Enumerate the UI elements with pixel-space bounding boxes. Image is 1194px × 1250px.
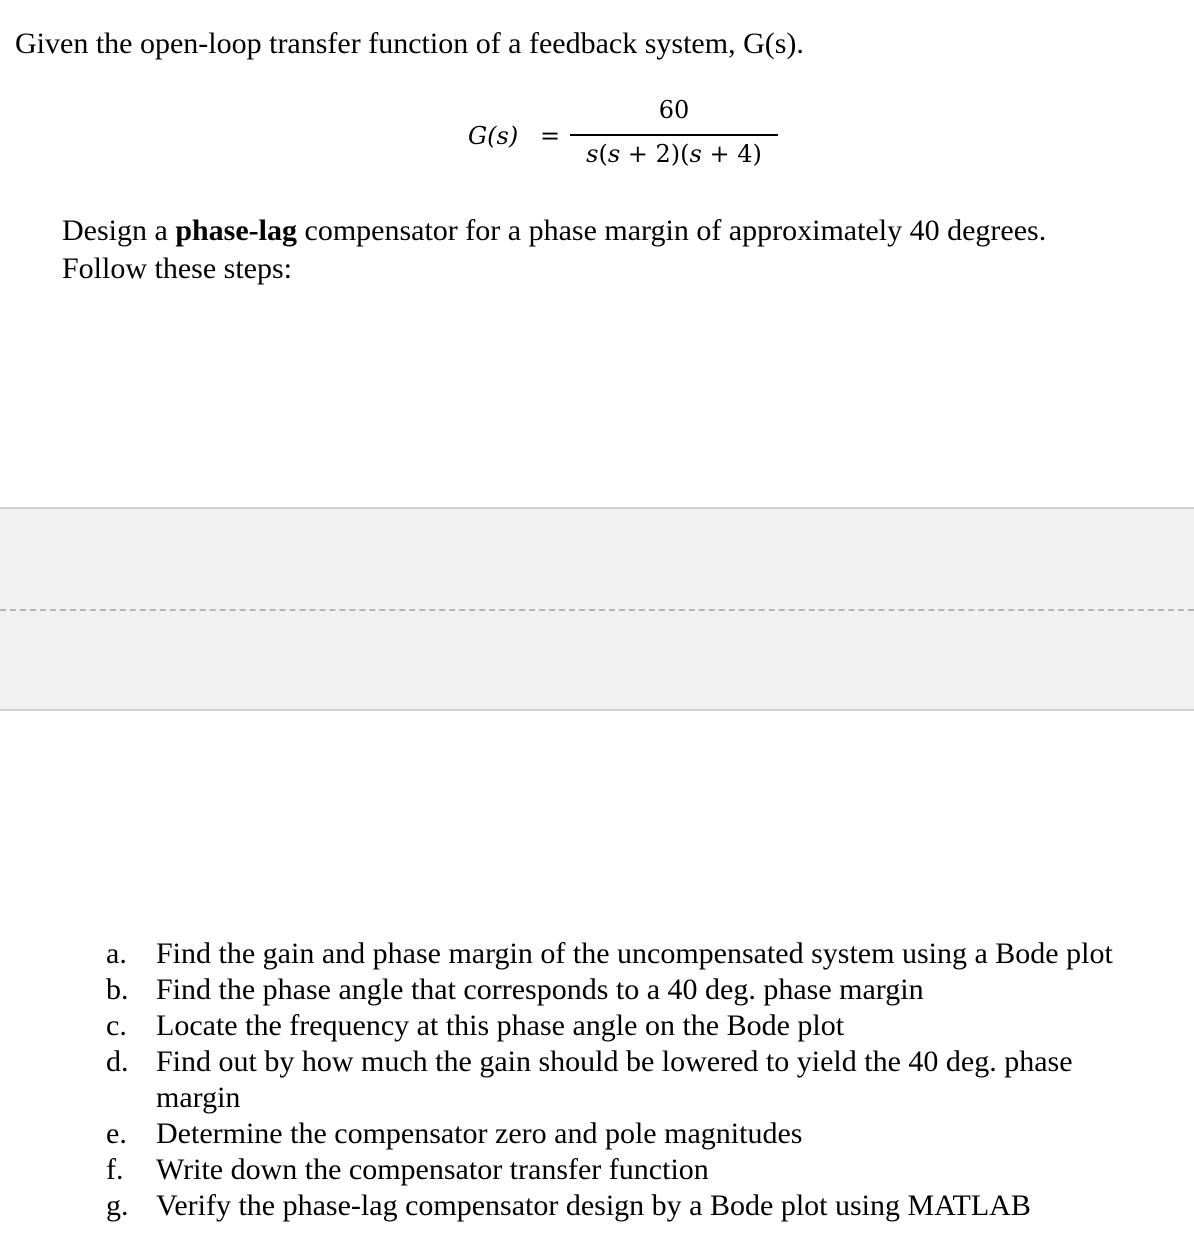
- equation-lhs: G(s): [468, 122, 519, 150]
- list-item-text: Find out by how much the gain should be lowered to yield the 40 deg. phase margin: [156, 1045, 1073, 1114]
- den-part: + 4): [701, 140, 762, 168]
- list-item: [106, 936, 1156, 972]
- design-instructions: [62, 212, 1046, 288]
- design-line-1: [62, 212, 1046, 250]
- den-part: (: [598, 140, 608, 168]
- list-marker: b.: [106, 973, 129, 1006]
- den-part: s: [586, 140, 599, 168]
- numerator: 60: [658, 96, 690, 124]
- transfer-function-equation: [466, 92, 786, 182]
- problem-intro: Given the open-loop transfer function of a feedback system, G(s).: [15, 27, 804, 60]
- list-item-text: Write down the compensator transfer function: [156, 1153, 709, 1186]
- page-break-band: [0, 507, 1194, 711]
- list-marker: g.: [106, 1189, 129, 1222]
- list-item-text: Verify the phase-lag compensator design by a Bode plot using MATLAB: [156, 1189, 1031, 1222]
- list-item-text: Find the gain and phase margin of the uncompensated system using a Bode plot: [156, 937, 1113, 970]
- den-part: s: [607, 140, 621, 168]
- list-marker: d.: [106, 1045, 129, 1078]
- fraction: [570, 92, 778, 172]
- list-item: [106, 1116, 1156, 1152]
- page-break-dashed-line: [0, 609, 1194, 611]
- list-item: [106, 1152, 1156, 1188]
- design-suffix: compensator for a phase margin of approximately 40 degrees.: [297, 214, 1047, 247]
- denominator: [570, 136, 778, 172]
- list-item: [106, 1188, 1156, 1224]
- list-item-text: Locate the frequency at this phase angle on the Bode plot: [156, 1009, 845, 1042]
- list-item: [106, 1008, 1156, 1044]
- list-item: [106, 972, 1156, 1008]
- design-bold-term: phase-lag: [175, 214, 297, 247]
- list-marker: a.: [106, 937, 127, 970]
- list-marker: e.: [106, 1117, 127, 1150]
- list-item: [106, 1044, 1156, 1116]
- steps-list: [106, 936, 1156, 1224]
- list-item-text: Find the phase angle that corresponds to a 40 deg. phase margin: [156, 973, 924, 1006]
- design-prefix: Design a: [62, 214, 176, 247]
- list-marker: c.: [106, 1009, 127, 1042]
- design-line-2: Follow these steps:: [62, 252, 292, 285]
- list-item-text: Determine the compensator zero and pole magnitudes: [156, 1117, 803, 1150]
- list-marker: f.: [106, 1153, 124, 1186]
- den-part: + 2)(: [620, 140, 690, 168]
- den-part: s: [689, 140, 702, 168]
- equals-sign: =: [540, 122, 561, 150]
